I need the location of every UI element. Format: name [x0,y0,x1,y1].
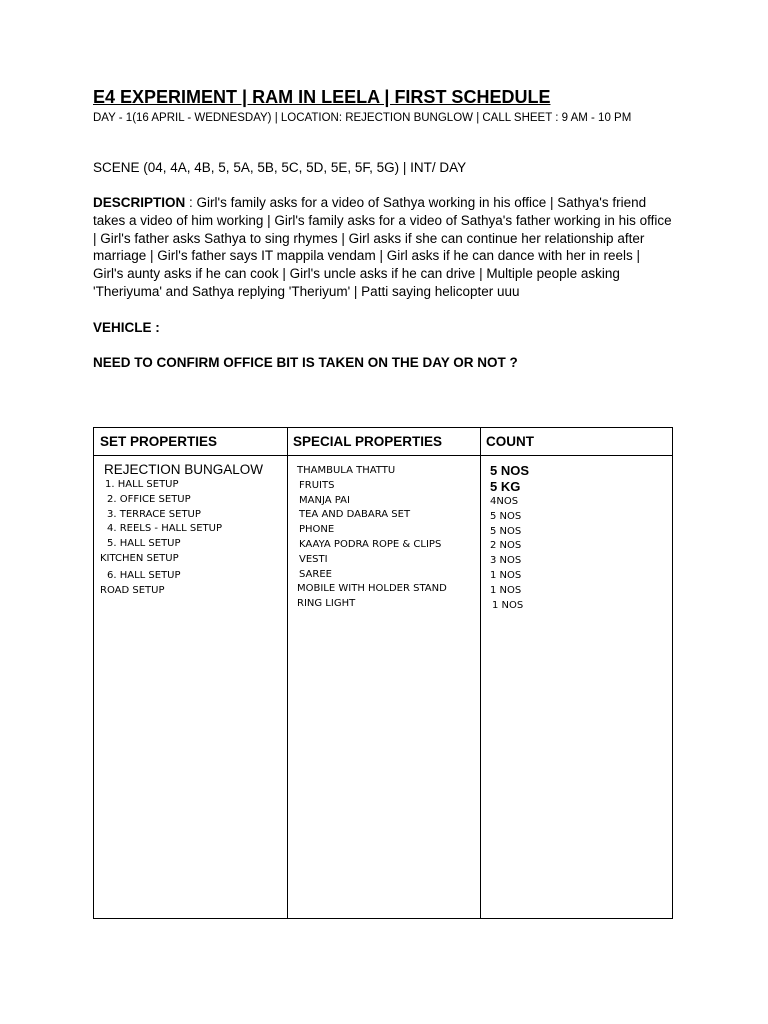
count-column [490,463,529,613]
special-property-item: SAREE [299,568,332,580]
special-property-item: TEA AND DABARA SET [299,509,411,521]
set-property-item: 2. OFFICE SETUP [107,493,191,505]
document-title: E4 EXPERIMENT | RAM IN LEELA | FIRST SCHEDULE [93,87,551,107]
description-text: : Girl's family asks for a video of Sathya working in his office | Sathya's friend takes a video of him working | Girl's family asks for a video of Sathya's father working in his office | Girl's father asks Sathya to sing rhymes | Girl asks if she can continue her relationship after marriage | Girl's father says IT mappila vendam | Girl asks if he can dance with her in reels | Girl's aunty asks if he can cook | Girl's uncle asks if he can drive | Multiple people asking 'Theriyuma' and Sathya replying 'Theriyum' | Patti saying helicopter uuu [93,195,672,299]
column-divider [287,428,288,918]
confirm-note: NEED TO CONFIRM OFFICE BIT IS TAKEN ON THE DAY OR NOT ? [93,354,518,370]
vehicle-line: VEHICLE : [93,319,160,335]
column-divider [480,428,481,918]
set-property-item: ROAD SETUP [100,584,165,596]
special-property-item: KAAYA PODRA ROPE & CLIPS [299,538,442,550]
set-property-item: 6. HALL SETUP [107,569,181,581]
header-special-properties: SPECIAL PROPERTIES [293,434,443,449]
set-property-item: 5. HALL SETUP [107,538,181,550]
schedule-subtitle: DAY - 1(16 APRIL - WEDNESDAY) | LOCATION: REJECTION BUNGLOW | CALL SHEET : 9 AM - 10 PM [93,112,632,124]
count-item: 5 NOS [490,510,522,522]
properties-table [93,427,673,919]
set-property-item: REJECTION BUNGALOW [104,462,264,477]
count-item: 2 NOS [490,540,522,552]
special-property-item: RING LIGHT [297,598,356,610]
set-property-item: 1. HALL SETUP [105,479,179,490]
count-item: 1 NOS [490,584,522,596]
set-property-item: 4. REELS - HALL SETUP [107,523,222,535]
count-item: 5 NOS [490,525,522,537]
description-label: DESCRIPTION [93,195,186,210]
count-item: 5 NOS [490,463,530,478]
set-property-item: 3. TERRACE SETUP [107,508,201,520]
special-property-item: THAMBULA THATTU [297,465,396,476]
special-property-item: FRUITS [299,479,335,491]
count-item: 1 NOS [492,599,524,611]
scene-line: SCENE (04, 4A, 4B, 5, 5A, 5B, 5C, 5D, 5E, 5F, 5G) | INT/ DAY [93,160,467,175]
special-property-item: VESTI [299,553,328,565]
special-property-item: MOBILE WITH HOLDER STAND [297,583,447,595]
count-item: 1 NOS [490,569,522,581]
special-property-item: PHONE [299,524,335,536]
call-sheet-page [93,86,673,371]
special-property-item: MANJA PAI [299,494,350,506]
set-properties-column [100,462,263,598]
count-item: 5 KG [490,479,521,494]
count-item: 3 NOS [490,555,522,567]
count-item: 4NOS [490,496,519,507]
header-divider [94,455,672,456]
header-set-properties: SET PROPERTIES [100,434,218,449]
description-paragraph [93,194,673,301]
special-properties-column [297,464,447,612]
set-property-item: KITCHEN SETUP [100,552,179,564]
header-count: COUNT [486,434,534,449]
